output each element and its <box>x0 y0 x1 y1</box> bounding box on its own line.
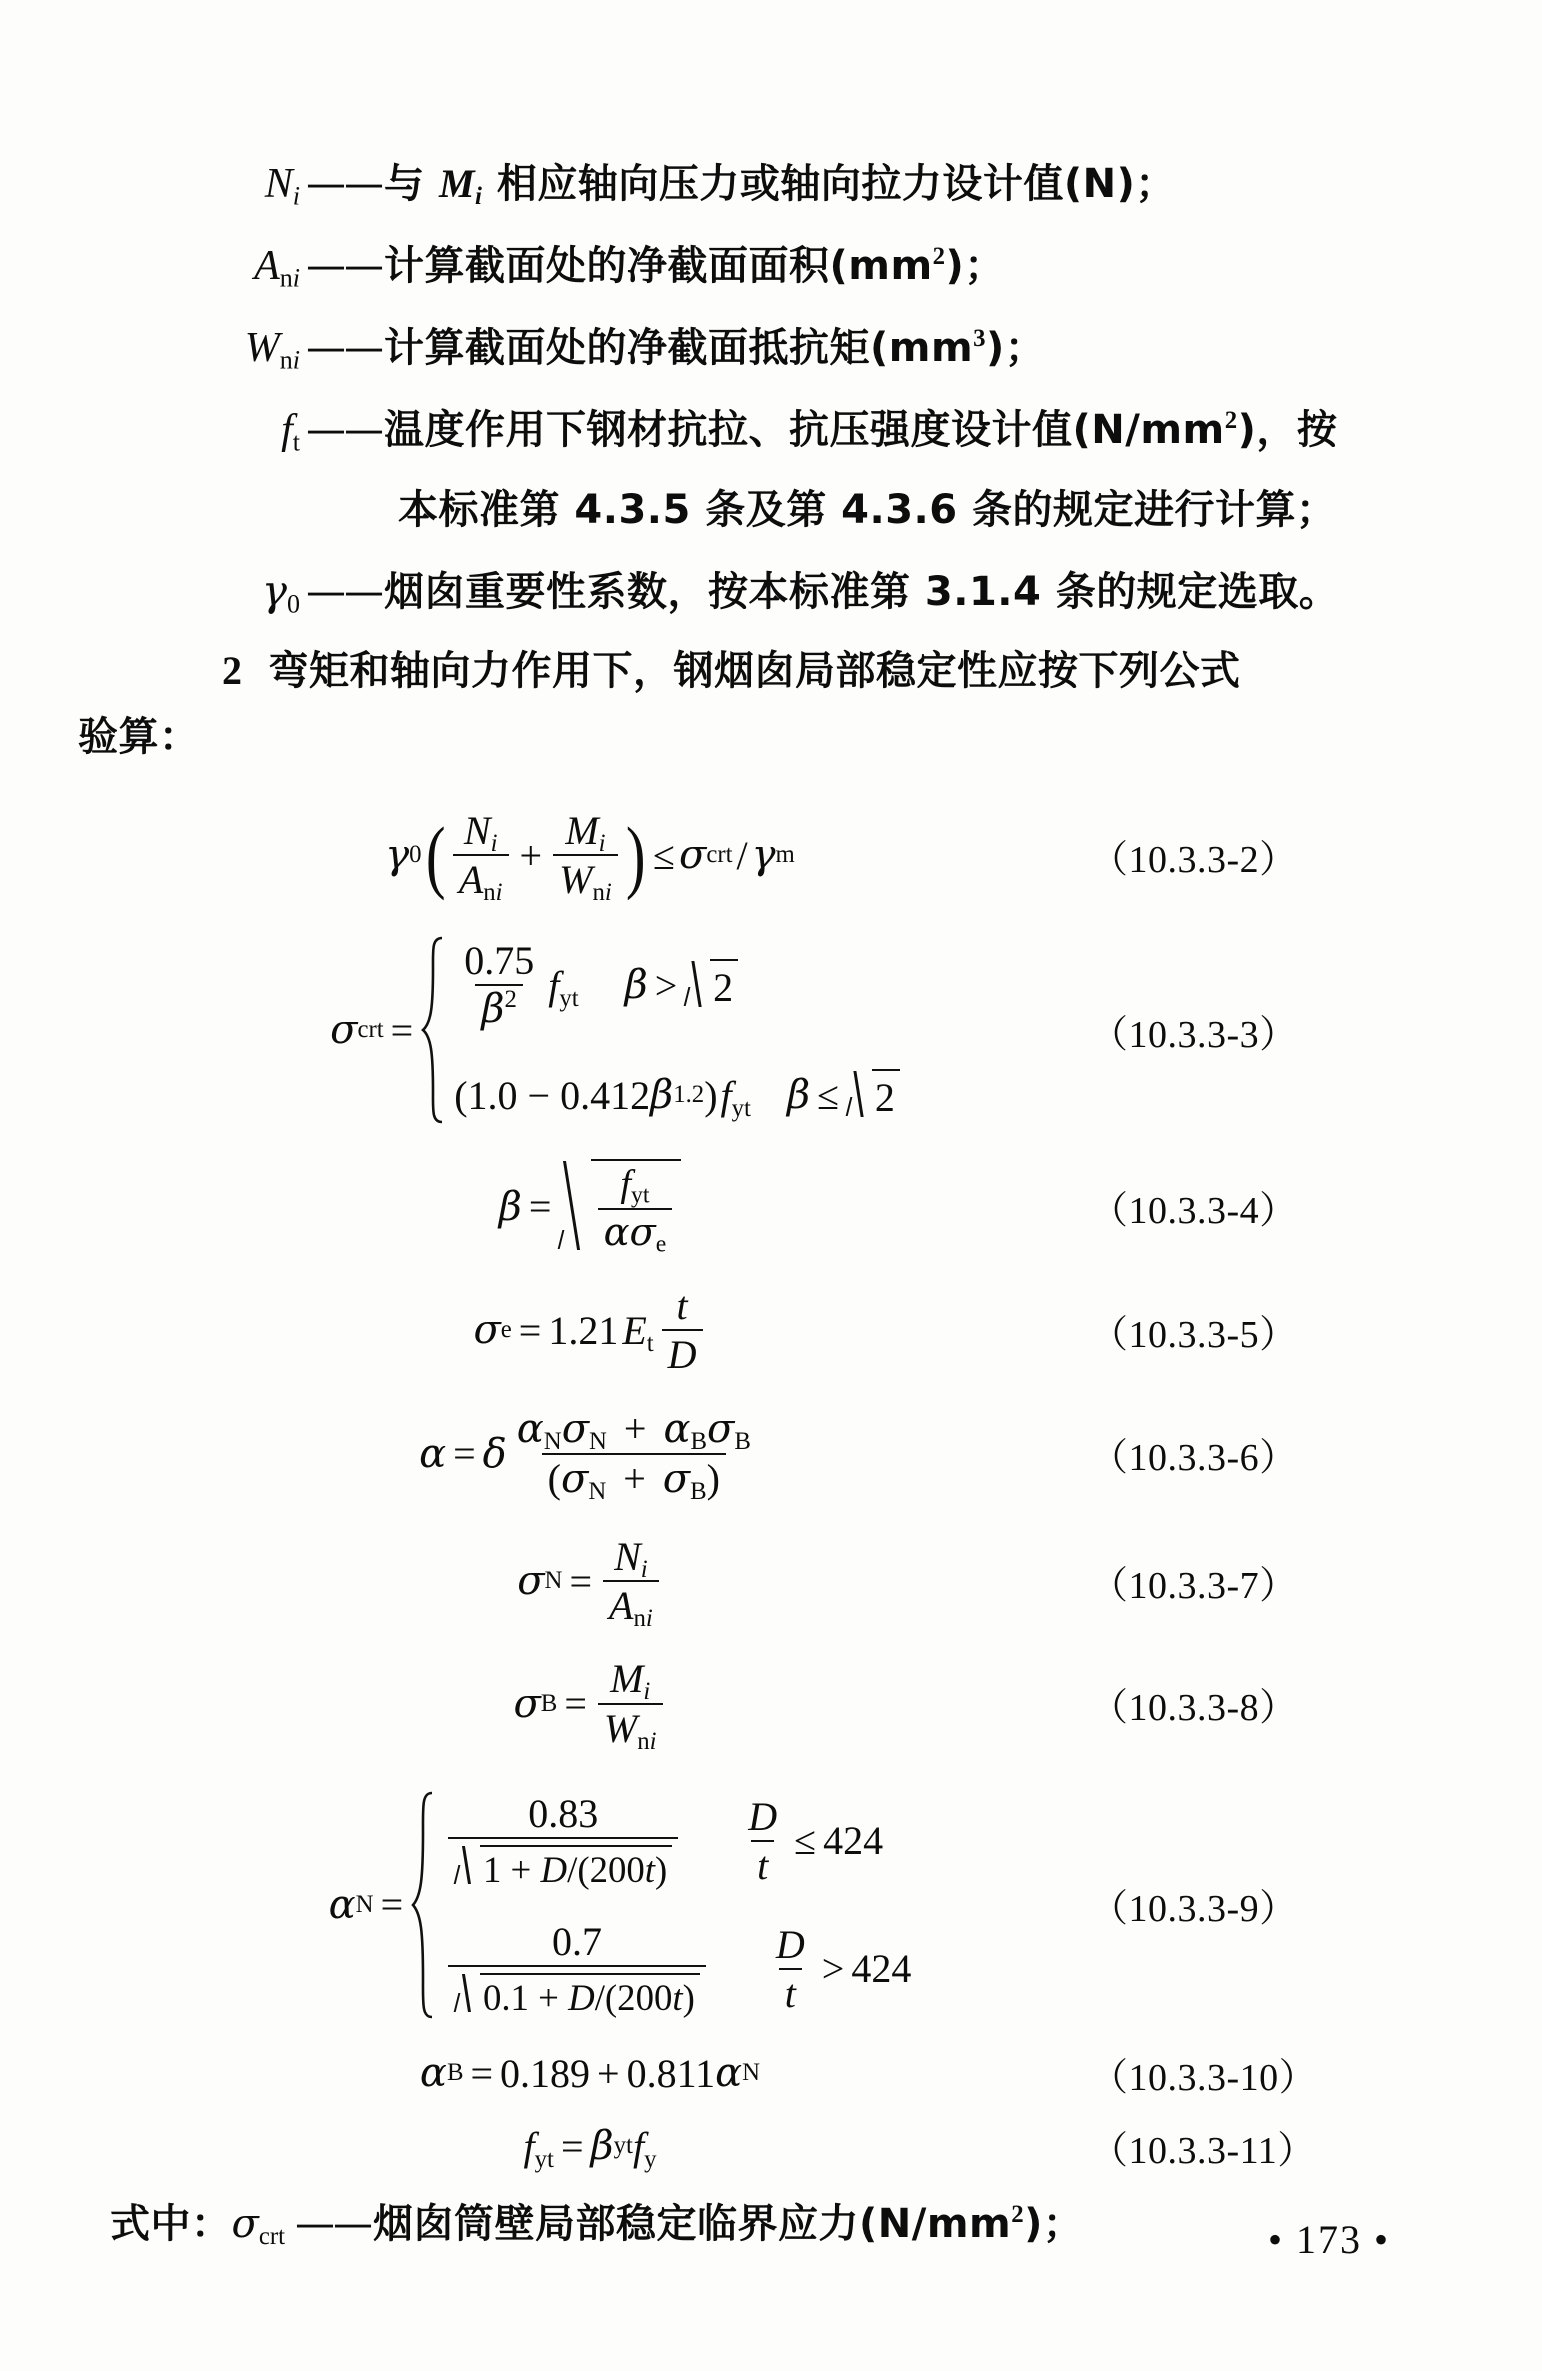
fraction-075-beta2: $\frac{0.75}{\beta^2}$ <box>464 938 535 1033</box>
equation-10-3-3-5-body: σ e = 1.21 $E_t$ $\frac{t}{D}$ <box>150 1284 1090 1376</box>
fraction-083-sqrt: $\frac{0.83}{1 + D/(200t)}$ <box>448 1792 678 1889</box>
definition-dash: —— <box>306 161 382 207</box>
equation-10-3-3-8 <box>150 1656 1390 1755</box>
item-2-line1: 弯矩和轴向力作用下，钢烟囱局部稳定性应按下列公式 <box>268 647 1241 694</box>
where-clause: 式中：$\sigma_{crt}$ ——烟囱筒壁局部稳定临界应力$(N/mm^2)$； <box>110 2200 1084 2250</box>
fraction-Ni-Ani: $\frac{N_i}{A_{ni}}$ <box>453 809 509 901</box>
definition-symbol-Wni: $W_{ni}$ <box>244 325 300 375</box>
fraction-Ni-Ani-2: $\frac{N_i}{A_{ni}}$ <box>603 1535 659 1627</box>
equation-number-10-3-3-7: （10.3.3-7） <box>1090 1564 1298 1607</box>
piecewise-rows <box>436 1790 911 2020</box>
piecewise-alpha-N <box>410 1790 911 2020</box>
fraction-Mi-Wni-2: $\frac{M_i}{W_{ni}}$ <box>598 1657 663 1749</box>
fraction-D-t-2: $\frac{D}{t}$ <box>775 1921 805 2016</box>
piecewise-case-1: $\frac{0.83}{1 + D/(200t)}$ $\frac{D}{t}$ ≤ 424 <box>444 1792 911 1889</box>
definition-dash: —— <box>306 243 382 290</box>
where-label: 式中： <box>110 2200 232 2247</box>
equation-number-10-3-3-9: （10.3.3-9） <box>1090 1888 1298 1931</box>
definition-text-Wni: 计算截面处的净截面抵抗矩$(mm^3)$； <box>384 325 1046 372</box>
definition-row <box>150 396 1390 464</box>
item-2-line2: 验算： <box>78 713 200 760</box>
sqrt-fyt-over-alpha-sigmae <box>558 1159 681 1258</box>
equation-10-3-3-10-body: α B = 0.189 + 0.811 α N <box>419 2050 761 2097</box>
definition-symbol-gamma0: $\gamma_0$ <box>261 565 300 619</box>
fraction-Mi-Wni: $\frac{M_i}{W_{ni}}$ <box>553 809 618 901</box>
equation-10-3-3-5 <box>150 1284 1390 1376</box>
equation-number-10-3-3-5: （10.3.3-5） <box>1090 1313 1298 1356</box>
definition-dash: —— <box>306 325 382 372</box>
equation-10-3-3-9-body: α N = $\frac{0.83}{1 + D/(200t)}$ $\frac{D}{t}$ ≤ 424 $\frac{0.7}{0.1 + D/(200t)}$ $\frac{D}{t}$ > 424 <box>150 1790 1090 2020</box>
equation-10-3-3-2 <box>150 807 1390 907</box>
right-paren: ) <box>625 809 646 901</box>
equation-10-3-3-2-body: γ 0 ( $\frac{N_i}{A_{ni}}$ + $\frac{M_i}{W_{ni}}$ ) ≤ σ crt / γ m <box>385 807 795 907</box>
definition-row <box>150 232 1390 300</box>
equation-number-10-3-3-6: （10.3.3-6） <box>1090 1437 1298 1480</box>
piecewise-sigma-crt <box>420 935 900 1125</box>
item-2-number: 2 <box>222 647 243 693</box>
symbol-definition-list <box>150 150 1390 625</box>
equation-number-10-3-3-4: （10.3.3-4） <box>1090 1190 1298 1233</box>
definition-text-ft-continued: 本标准第 4.3.5 条及第 4.3.6 条的规定进行计算； <box>398 487 1337 534</box>
equation-number-10-3-3-10: （10.3.3-10） <box>1090 2056 1318 2099</box>
definition-symbol-ft: $f_t$ <box>281 407 300 457</box>
sqrt-2-b: 2 <box>846 1069 900 1121</box>
piecewise-case-2: (1.0 − 0.412 β 1.2 ) $f_{yt}$ β ≤ 2 <box>454 1069 900 1121</box>
equation-10-3-3-11-body: $f_{yt}$ = β yt $f_y$ <box>523 2123 657 2173</box>
definition-text-ft: 温度作用下钢材抗拉、抗压强度设计值$(N/mm^2)$，按 <box>384 407 1338 454</box>
equation-10-3-3-11 <box>150 2119 1390 2174</box>
fraction-t-D: $\frac{t}{D}$ <box>662 1284 703 1376</box>
equation-number-10-3-3-2: （10.3.3-2） <box>1090 838 1298 881</box>
item-2-paragraph <box>150 639 1390 703</box>
definition-text-gamma0: 烟囱重要性系数，按本标准第 3.1.4 条的规定选取。 <box>384 568 1340 615</box>
equation-10-3-3-3-body: σ crt = $\frac{0.75}{\beta^2}$ $f_{yt}$ β > 2 (1.0 − 0.412 β 1.2 ) $f_{yt}$ β ≤ 2 <box>150 935 1090 1125</box>
fraction-07-sqrt: $\frac{0.7}{0.1 + D/(200t)}$ <box>448 1920 706 2017</box>
equation-number-10-3-3-3: （10.3.3-3） <box>1090 1013 1298 1056</box>
piecewise-case-2: $\frac{0.7}{0.1 + D/(200t)}$ $\frac{D}{t}$ > 424 <box>444 1920 911 2017</box>
sqrt-01-plus-D-200t: 0.1 + D/(200t) <box>454 1973 700 2018</box>
definition-text-Ani: 计算截面处的净截面面积$(mm^2)$； <box>384 243 1005 290</box>
definition-row <box>150 150 1390 218</box>
equation-10-3-3-6 <box>150 1405 1390 1505</box>
definition-text-N: 与 $M_i$ 相应轴向压力或轴向拉力设计值(N)； <box>384 161 1176 210</box>
equation-10-3-3-7-body: σ N = $\frac{N_i}{A_{ni}}$ <box>150 1535 1090 1627</box>
page-number-footer: • 173 • <box>1267 2217 1390 2262</box>
fraction-fyt-alphasigmae: $\frac{f_{yt}}{\alpha\sigma_e}$ <box>598 1164 673 1254</box>
definition-row <box>150 557 1390 625</box>
equation-10-3-3-4 <box>150 1159 1390 1258</box>
definition-row <box>150 314 1390 382</box>
fraction-alpha-expr: $\frac{\alpha_N\sigma_N + \alpha_B\sigma_B}{(\sigma_N + \sigma_B)}$ <box>516 1405 751 1505</box>
where-text: 烟囱筒壁局部稳定临界应力$(N/mm^2)$； <box>372 2200 1084 2247</box>
equation-10-3-3-8-body: σ B = $\frac{M_i}{W_{ni}}$ <box>150 1657 1090 1749</box>
page-content <box>78 150 1390 2250</box>
equation-10-3-3-10 <box>150 2046 1390 2101</box>
piecewise-case-1: $\frac{0.75}{\beta^2}$ $f_{yt}$ β > 2 <box>454 939 900 1031</box>
definition-symbol-N: $N_i$ <box>264 161 300 211</box>
equation-10-3-3-3 <box>150 935 1390 1125</box>
left-paren: ( <box>425 809 445 901</box>
definition-symbol-Ani: $A_{ni}$ <box>254 243 300 293</box>
fraction-D-t-1: $\frac{D}{t}$ <box>748 1793 778 1888</box>
equation-10-3-3-6-body: α = δ $\frac{\alpha_N\sigma_N + \alpha_B\sigma_B}{(\sigma_N + \sigma_B)}$ <box>150 1407 1090 1501</box>
equation-number-10-3-3-11: （10.3.3-11） <box>1090 2129 1316 2172</box>
piecewise-rows <box>446 935 900 1125</box>
sqrt-2-a: 2 <box>684 959 738 1011</box>
definition-dash: —— <box>306 568 382 615</box>
equation-10-3-3-4-body: β = $\frac{f_{yt}}{\alpha\sigma_e}$ <box>150 1159 1090 1254</box>
brace-icon <box>410 1790 436 2020</box>
definition-dash: —— <box>306 407 382 454</box>
sqrt-1-plus-D-200t: 1 + D/(200t) <box>454 1845 672 1890</box>
equation-number-10-3-3-8: （10.3.3-8） <box>1090 1687 1298 1730</box>
equation-10-3-3-7 <box>150 1534 1390 1633</box>
brace-icon <box>420 935 446 1125</box>
equation-10-3-3-9 <box>150 1790 1390 2020</box>
